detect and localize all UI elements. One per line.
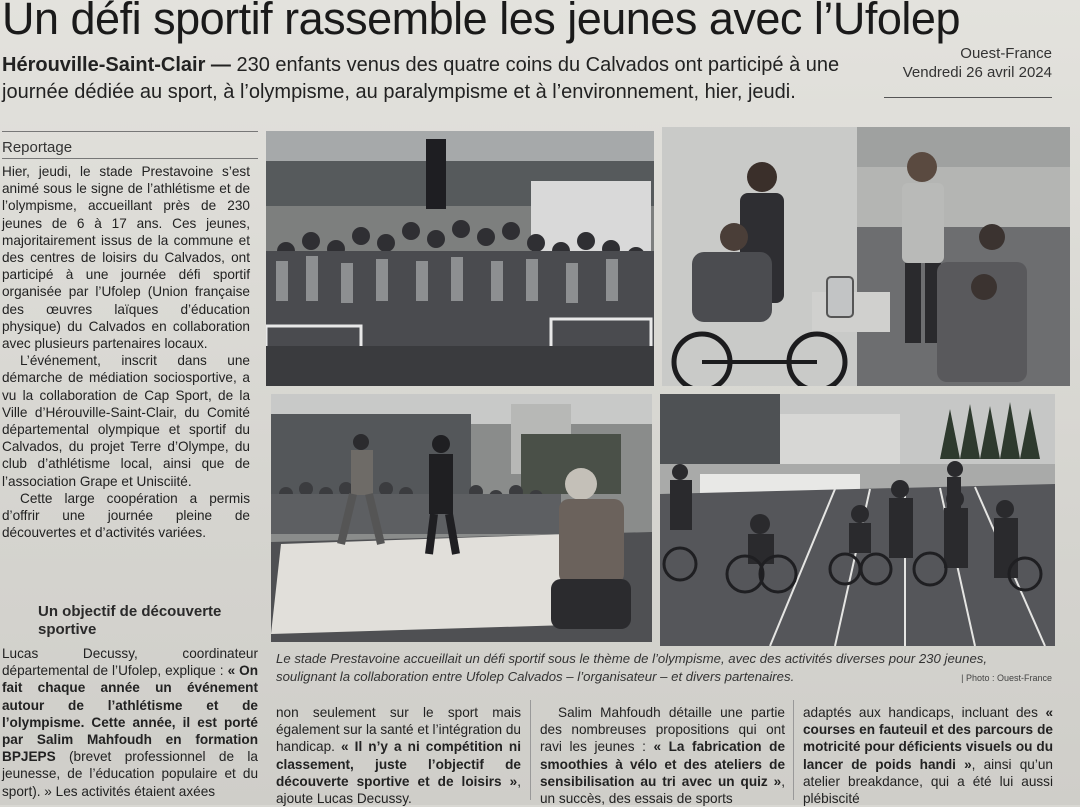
- paragraph-4-end: (brevet professionnel de la jeunesse, de l’éducation populaire et du sport). » Les activités étaient axées: [2, 749, 258, 799]
- article-column-4: [803, 704, 1053, 807]
- article-column-3: [540, 704, 785, 807]
- photo-crowd: [266, 131, 654, 386]
- col3-end: , un succès, des essais de sports: [540, 773, 785, 807]
- paragraph-4-quote: « On fait chaque année un événement autour de l’athlétisme et de l’olympisme. Cette année, il est porté par Salim Mahfoudh en formation BPJEPS: [2, 663, 259, 765]
- section-rule-bottom: [2, 158, 258, 159]
- source-name: Ouest-France: [960, 45, 1052, 62]
- section-rule-top: [2, 131, 258, 132]
- subheading: Un objectif de découverte sportive: [38, 603, 222, 638]
- col4-paragraph: [803, 704, 1053, 807]
- col3-paragraph: [540, 704, 785, 807]
- paragraph-4-plain: Lucas Decussy, coordinateur départemental de l’Ufolep, explique :: [2, 646, 258, 679]
- headline: Un défi sportif rassemble les jeunes avec l’Ufolep: [2, 0, 960, 44]
- publication-date: Vendredi 26 avril 2024: [902, 64, 1052, 81]
- col2-paragraph: [276, 704, 521, 807]
- paragraph-3: Cette large coopération a permis d’offrir une journée pleine de découvertes et d’activités variées.: [2, 490, 250, 541]
- col2-end: , ajoute Lucas Decussy.: [276, 773, 521, 807]
- photo-smoothie-bike: [662, 127, 1070, 386]
- paragraph-4: [2, 645, 258, 800]
- col3-plain: Salim Mahfoudh détaille une partie des nombreuses propositions qui ont ravi les jeunes :: [540, 705, 785, 755]
- source-block: [903, 44, 1052, 82]
- col2-quote: « Il n’y a ni compétition ni classement, juste l’objectif de découverte sportive et de loisirs »: [276, 739, 521, 789]
- article-column-2: [276, 704, 521, 807]
- column-divider-2: [530, 700, 531, 800]
- photo-wheelchair-race: [660, 394, 1055, 646]
- article-column-1: [2, 163, 250, 541]
- col3-quote: « La fabrication de smoothies à vélo et des ateliers de sensibilisation au tri avec un quiz »: [540, 739, 785, 789]
- paragraph-1: Hier, jeudi, le stade Prestavoine s’est animé sous le signe de l’athlétisme et de l’olympisme, accueillant près de 230 jeunes de 6 à 17 ans. Ces jeunes, majoritairement issus de la commune et des centres de loisirs du Calvados, ont participé à une journée défi sportif organisée par l’Ufolep (Union française des œuvres laïques d’éducation physique) du Calvados en collaboration avec plusieurs partenaires locaux.: [2, 164, 250, 352]
- article-column-1b: [2, 645, 258, 800]
- col4-end: , ainsi qu’un atelier breakdance, qui a été lui aussi plébiscité: [803, 756, 1053, 807]
- lead-place: Hérouville-Saint-Clair —: [2, 54, 231, 76]
- column-divider-3: [793, 700, 794, 800]
- photo-breakdance: [271, 394, 652, 642]
- lead-paragraph: [2, 52, 872, 106]
- photo-caption: Le stade Prestavoine accueillait un défi sportif sous le thème de l’olympisme, avec des activités diverses pour 230 jeunes, soulignant la collaboration entre Ufolep Calvados – l’organisateur – et divers partenaires.: [276, 651, 988, 684]
- lead-text: 230 enfants venus des quatre coins du Calvados ont participé à une journée dédiée au sport, à l’olympisme, au paralympisme et à l’environnement, hier, jeudi.: [2, 54, 840, 103]
- section-label: Reportage: [2, 139, 73, 156]
- paragraph-2: L’événement, inscrit dans une démarche de médiation sociosportive, a vu la collaboration de Cap Sport, de la Ville d’Hérouville-Saint-Clair, du Comité départemental olympique et sportif du Calvados, du projet Terre d’Olympe, du club d’athlétisme local, ainsi que de l’association Grape et Unisciité.: [2, 353, 250, 489]
- col4-plain: adaptés aux handicaps, incluant des: [803, 705, 1046, 720]
- meta-divider: [884, 97, 1052, 98]
- col2-plain: non seulement sur le sport mais également sur la santé et l’intégration du handicap.: [276, 705, 521, 755]
- photo-credit: | Photo : Ouest-France: [961, 673, 1052, 683]
- col4-quote: « courses en fauteuil et des parcours de motricité pour déficients visuels ou du lancer de poids handi »: [803, 705, 1053, 772]
